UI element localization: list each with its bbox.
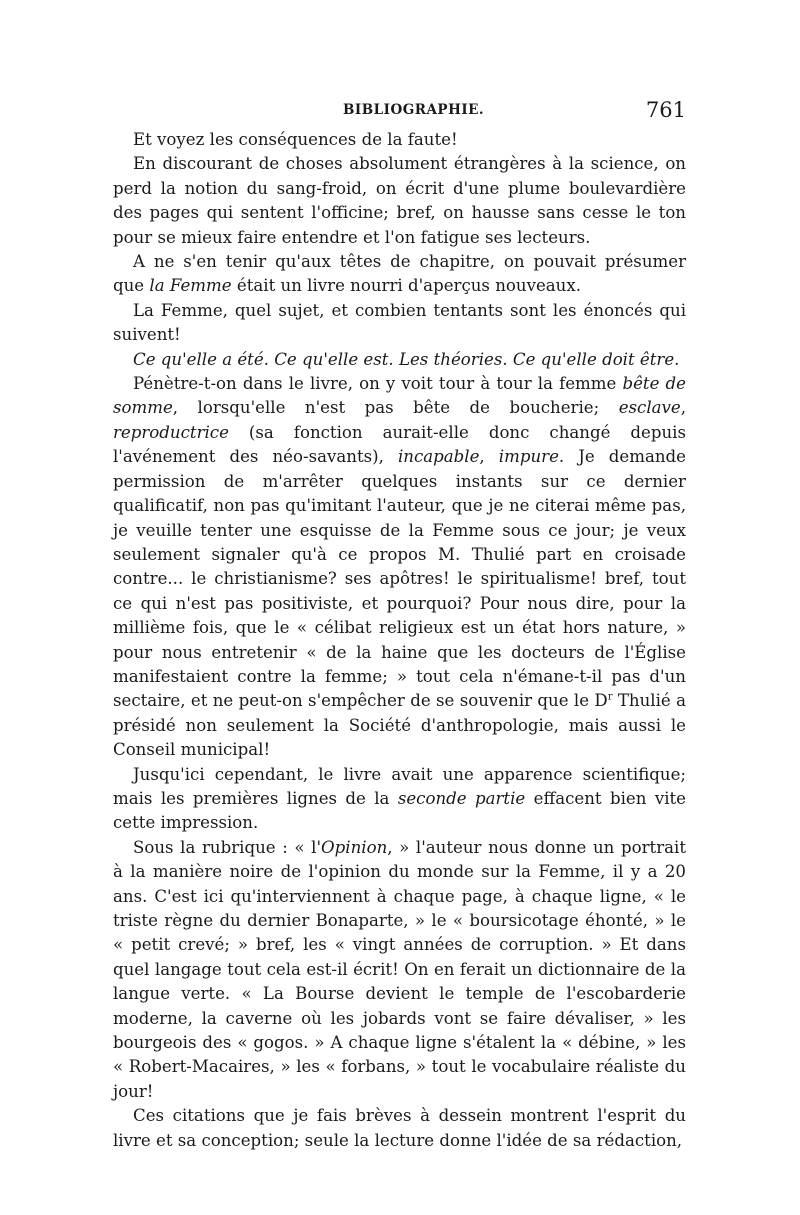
paragraph-6: Pénètre-t-on dans le livre, on y voit tour à tour la femme bête de somme, lorsqu'elle n'est pas bête de boucherie; esclave, reproductrice (sa fonction aurait-elle donc changé depuis l'avénement des néo-savants), incapable, impure. Je demande permission de m'arrêter quelques instants sur ce dernier qualificatif, non pas qu'imitant l'auteur, que je ne citerai même pas, je veuille tenter une esquisse de la Femme sous ce jour; je veux seulement signaler qu'à ce propos M. Thulié part en croisade contre... le christianisme? ses apôtres! le spiritualisme! bref, tout ce qui n'est pas positiviste, et pourquoi? Pour nous dire, pour la millième fois, que le « célibat religieux est un état hors nature, » pour nous entretenir « de la haine que les docteurs de l'Église manifestaient contre la femme; » tout cela n'émane-t-il pas d'un sectaire, et ne peut-on s'empêcher de se souvenir que le $D^r$ Thulié a présidé non seulement la Société d'anthropologie, mais aussi le Conseil municipal! [113, 374, 686, 760]
paragraph-8: Sous la rubrique : « l'Opinion, » l'auteur nous donne un portrait à la manière noire de l'opinion du monde sur la Femme, il y a 20 ans. C'est ici qu'interviennent à chaque page, à chaque ligne, « le triste règne du dernier Bonaparte, » le « boursicotage éhonté, » le « petit crevé; » bref, les « vingt années de corruption. » Et dans quel langage tout cela est-il écrit! On en ferait un dictionnaire de la langue verte. « La Bourse devient le temple de l'escobarderie moderne, la caverne où les jobards vont se faire dévaliser, » les bourgeois des « gogos. » A chaque ligne s'étalent la « débine, » les « Robert-Macaires, » les « forbans, » tout le vocabulaire réaliste du jour! [113, 837, 686, 1101]
paragraph-2: En discourant de choses absolument étrangères à la science, on perd la notion du sang-froid, on écrit d'une plume boulevardière des pages qui sentent l'officine; bref, on hausse sans cesse le ton pour se mieux faire entendre et l'on fatigue ses lecteurs. [113, 154, 686, 247]
paragraph-4: La Femme, quel sujet, et combien tentants sont les énoncés qui suivent! [113, 300, 686, 345]
paragraph-5-chapter-titles: Ce qu'elle a été. Ce qu'elle est. Les théories. Ce qu'elle doit être. [133, 349, 680, 369]
body-text [113, 128, 686, 1153]
book-page [113, 98, 686, 1153]
page-number: 761 [645, 98, 686, 122]
paragraph-1: Et voyez les conséquences de la faute! [133, 130, 458, 149]
paragraph-3: A ne s'en tenir qu'aux têtes de chapitre, on pouvait présumer que la Femme était un livre nourri d'aperçus nouveaux. [113, 252, 686, 296]
paragraph-9: Ces citations que je fais brèves à dessein montrent l'esprit du livre et sa conception; seule la lecture donne l'idée de sa rédaction, [113, 1106, 686, 1150]
paragraph-7: Jusqu'ici cependant, le livre avait une apparence scientifique; mais les premières lignes de la seconde partie effacent bien vite cette impression. [113, 764, 686, 833]
running-head: BIBLIOGRAPHIE. [343, 102, 485, 118]
page-header [113, 98, 686, 128]
title-la-femme: la Femme [149, 276, 232, 296]
